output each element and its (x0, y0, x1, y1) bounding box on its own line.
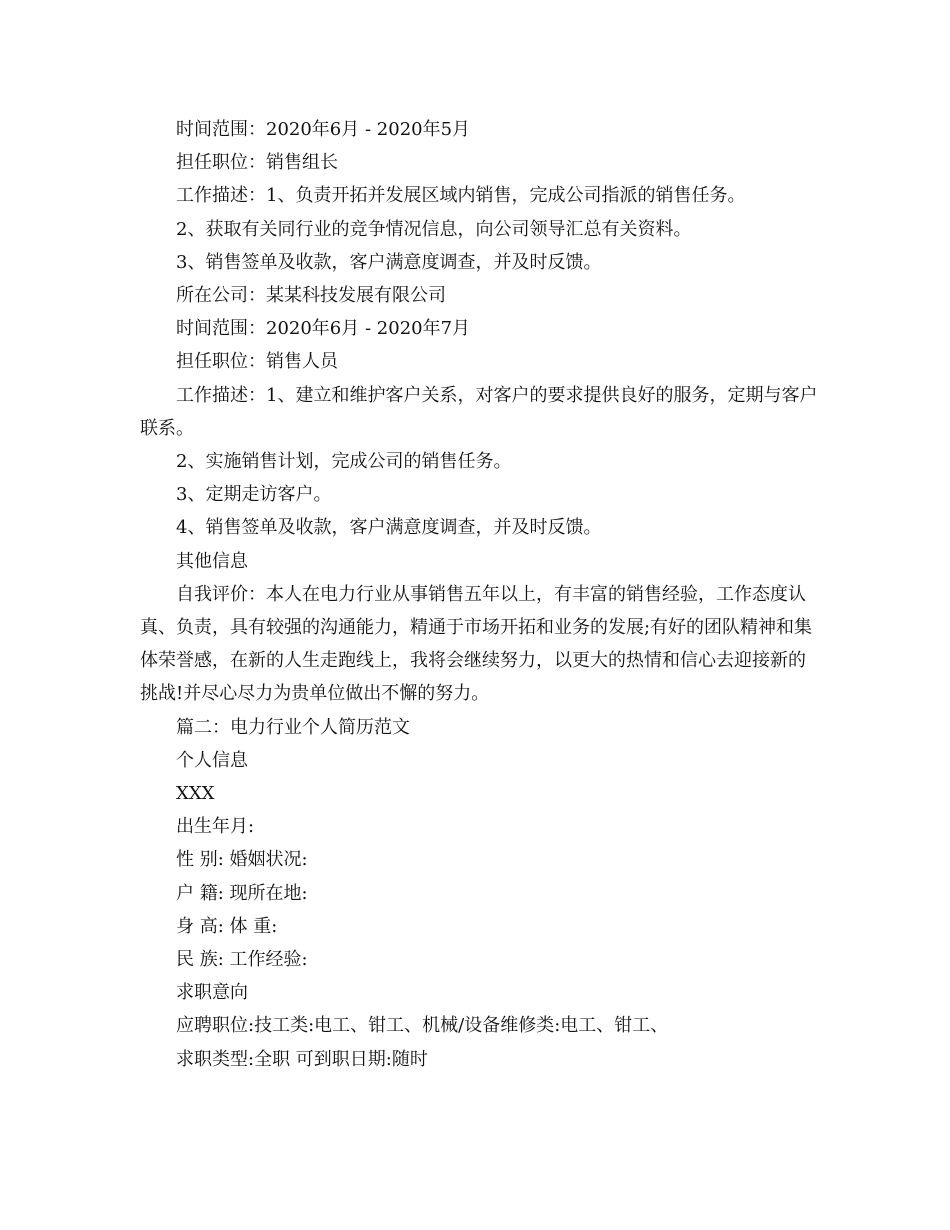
job-description-1-item-2: 2、获取有关同行业的竞争情况信息，向公司领导汇总有关资料。 (176, 218, 692, 240)
job-description-2: 工作描述：1、建立和维护客户关系，对客户的要求提供良好的服务，定期与客户联系。 (140, 384, 818, 439)
job-description-2-item-4: 4、销售签单及收款，客户满意度调查，并及时反馈。 (176, 517, 602, 539)
birth-date-field: 出生年月: (176, 816, 255, 838)
position-1: 担任职位：销售组长 (176, 152, 338, 174)
name-placeholder: XXX (176, 783, 215, 805)
self-evaluation: 自我评价：本人在电力行业从事销售五年以上，有丰富的销售经验，工作态度认真、负责，具有较强的沟通能力，精通于市场开拓和业务的发展;有好的团队精神和集体荣誉感，在新的人生走跑线上，我将会继续努力，以更大的热情和信心去迎接新的挑战!并尽心尽力为贵单位做出不懈的努力。 (140, 583, 813, 705)
company: 所在公司：某某科技发展有限公司 (176, 285, 446, 307)
job-description-1: 工作描述：1、负责开拓并发展区域内销售，完成公司指派的销售任务。 (176, 185, 746, 207)
applied-position: 应聘职位:技工类:电工、钳工、机械/设备维修类:电工、钳工、 (176, 1015, 669, 1037)
position-2: 担任职位：销售人员 (176, 351, 338, 373)
document-body (140, 113, 820, 1076)
hukou-location-field: 户 籍: 现所在地: (176, 882, 308, 904)
article-two-title: 篇二：电力行业个人简历范文 (176, 716, 410, 738)
section-heading-job-intention: 求职意向 (176, 982, 248, 1004)
gender-marital-field: 性 别: 婚姻状况: (176, 849, 308, 871)
job-description-2-item-2: 2、实施销售计划，完成公司的销售任务。 (176, 451, 512, 473)
height-weight-field: 身 高: 体 重: (176, 915, 278, 937)
section-heading-personal-info: 个人信息 (176, 749, 248, 771)
job-description-1-item-3: 3、销售签单及收款，客户满意度调查，并及时反馈。 (176, 251, 602, 273)
time-range-1: 时间范围：2020年6月 - 2020年5月 (176, 119, 471, 140)
section-heading-other-info: 其他信息 (176, 550, 248, 572)
job-type-availability: 求职类型:全职 可到职日期:随时 (176, 1048, 428, 1070)
ethnicity-experience-field: 民 族: 工作经验: (176, 949, 308, 971)
time-range-2: 时间范围：2020年6月 - 2020年7月 (176, 318, 471, 340)
job-description-2-item-3: 3、定期走访客户。 (176, 484, 332, 506)
